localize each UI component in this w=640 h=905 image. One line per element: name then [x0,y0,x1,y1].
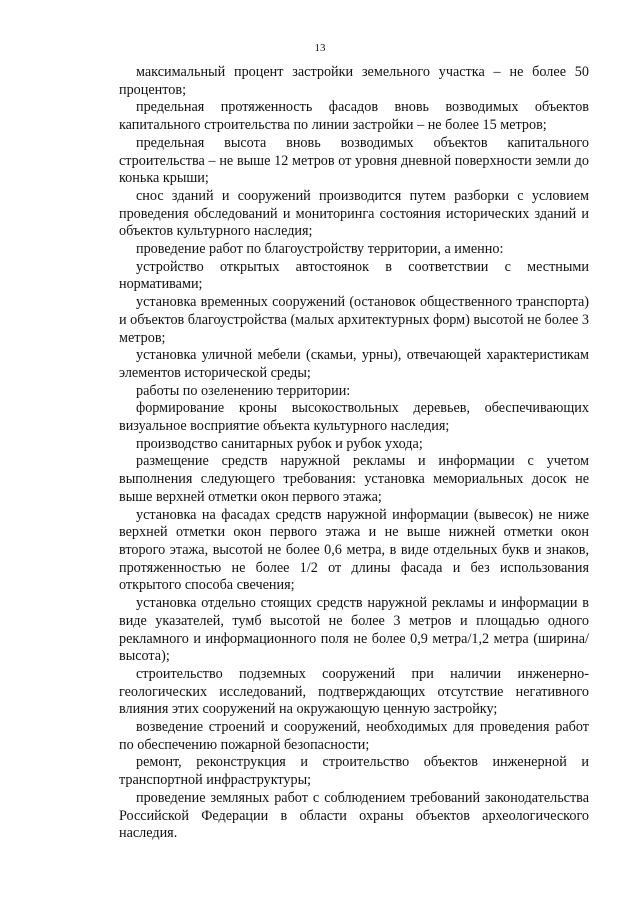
paragraph-earthworks: проведение земляных работ с соблюдением требований законодательства Российской Федерации в области охраны объектов археологического наследия. [119,789,589,842]
paragraph-advertising: размещение средств наружной рекламы и информации с учетом выполнения следующего требования: установка мемориальных досок не выше верхней отметки окон первого этажа; [119,453,589,505]
paragraph-demolition: снос зданий и сооружений производится путем разборки с условием проведения обследований и мониторинга состояния исторических зданий и объектов культурного наследия; [119,187,589,240]
paragraph-underground-construction: строительство подземных сооружений при наличии инженерно-геологических исследований, подтверждающих отсутствие негативного влияния этих сооружений на окружающую ценную застройку; [119,665,589,718]
document-body [119,64,589,843]
paragraph-street-furniture: установка уличной мебели (скамьи, урны), отвечающей характеристикам элементов исторической среды; [119,347,589,381]
paragraph-temporary-structures: установка временных сооружений (остановок общественного транспорта) и объектов благоустройства (малых архитектурных форм) высотой не более 3 метров; [119,294,589,346]
paragraph-fire-safety: возведение строений и сооружений, необходимых для проведения работ по обеспечению пожарной безопасности; [119,719,589,753]
paragraph-greening: работы по озеленению территории: [136,382,351,399]
paragraph-landscaping-works: проведение работ по благоустройству территории, а именно: [136,241,504,258]
page-number: 13 [314,42,326,54]
paragraph-standalone-advertising: установка отдельно стоящих средств наружной рекламы и информации в виде указателей, тумб высотой не более 3 метров и площадью одного рекламного и информационного поля не более 0,9 метра/1,2 метра (ширина/высота); [119,595,589,665]
paragraph-facade-length: предельная протяженность фасадов вновь возводимых объектов капитального строительства по линии застройки – не более 15 метров; [119,99,589,134]
paragraph-tree-crowns: формирование кроны высокоствольных деревьев, обеспечивающих визуальное восприятие объекта культурного наследия; [119,400,589,435]
paragraph-sanitary-felling: производство санитарных рубок и рубок ухода; [136,435,423,452]
paragraph-facade-signage: установка на фасадах средств наружной информации (вывесок) не ниже верхней отметки окон первого этажа и не выше нижней отметки окон второго этажа, высотой не более 0,6 метра, в виде отдельных букв и знаков, протяженностью не более 1/2 от длины фасада и без использования открытого способа свечения; [119,506,589,594]
paragraph-parking: устройство открытых автостоянок в соответствии с местными нормативами; [119,258,589,293]
paragraph-infrastructure: ремонт, реконструкция и строительство объектов инженерной и транспортной инфраструктуры; [119,754,589,789]
paragraph-max-build-percent: максимальный процент застройки земельного участка – не более 50 процентов; [119,64,589,98]
paragraph-max-height: предельная высота вновь возводимых объектов капитального строительства – не выше 12 метров от уровня дневной поверхности земли до конька крыши; [119,134,589,187]
